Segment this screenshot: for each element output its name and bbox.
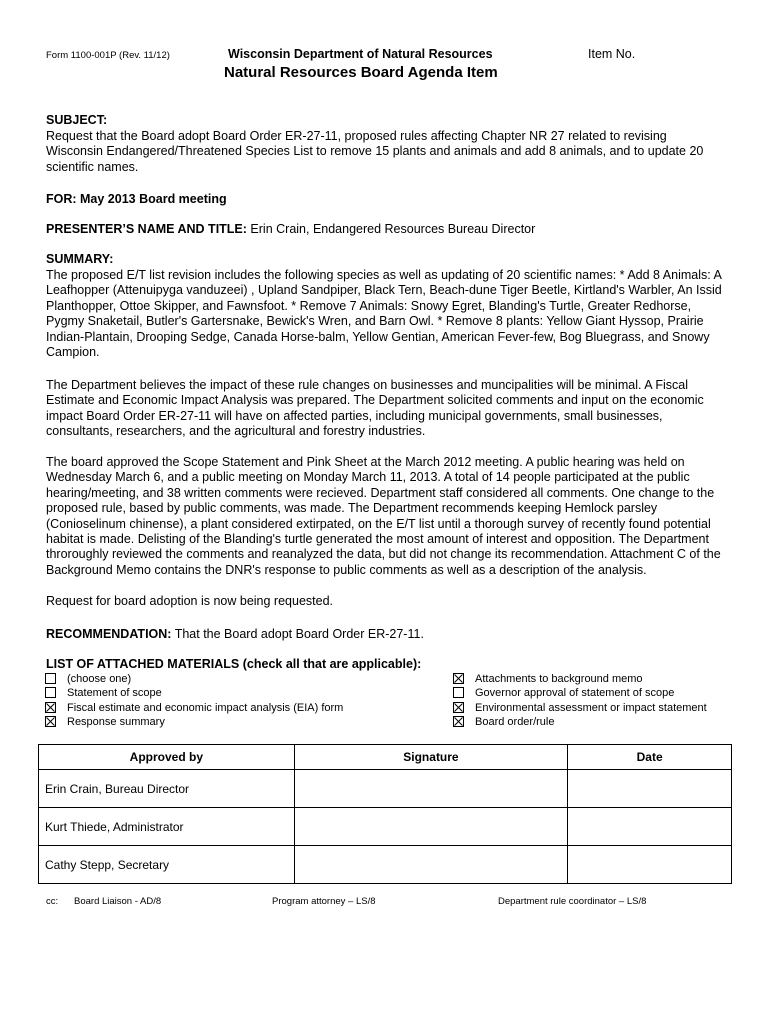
attached-materials-heading: LIST OF ATTACHED MATERIALS (check all that are applicable): (46, 657, 422, 671)
presenter (46, 222, 535, 237)
checkbox-label: Environmental assessment or impact statement (475, 701, 707, 714)
checkbox-x-icon (454, 703, 463, 712)
for-line: FOR: May 2013 Board meeting (46, 192, 227, 206)
table-row (39, 808, 732, 846)
subject-text: Request that the Board adopt Board Order ER-27-11, proposed rules affecting Chapter NR 27 related to revising Wisconsin Endangered/Threatened Species List to remove 15 plants and animals and add 8 animals, and to update 20 scientific names. (46, 129, 704, 174)
checkbox[interactable] (45, 687, 56, 698)
checkbox[interactable] (453, 687, 464, 698)
signature-header: Signature (294, 745, 568, 770)
checkbox-label: Governor approval of statement of scope (475, 687, 675, 700)
date-cell[interactable] (568, 846, 732, 884)
date-cell[interactable] (568, 770, 732, 808)
department-name: Wisconsin Department of Natural Resources (228, 47, 493, 61)
item-no-label: Item No. (588, 47, 636, 61)
form-id: Form 1100-001P (Rev. 11/12) (46, 50, 170, 61)
checkbox[interactable] (453, 673, 464, 684)
presenter-value: Erin Crain, Endangered Resources Bureau Director (250, 222, 536, 236)
page-title: Natural Resources Board Agenda Item (224, 64, 498, 81)
checkbox[interactable] (453, 702, 464, 713)
recommendation (46, 627, 424, 642)
approvals-header-row (39, 745, 732, 770)
checkbox-label: Board order/rule (475, 715, 555, 728)
checkbox-label: Response summary (67, 715, 165, 728)
summary-label: SUMMARY: (46, 252, 114, 266)
approver-name: Kurt Thiede, Administrator (39, 808, 295, 846)
summary-paragraph-3: The board approved the Scope Statement and Pink Sheet at the March 2012 meeting. A public hearing was held on Wednesday March 6, and a public meeting on Monday March 11, 2013. A total of 14 people participated at the public hearing/meeting, and 38 written comments were recieved. Department staff considered all comments. One change to the proposed rule, based by public comments, was made. The Department recommends keeping Hemlock parsley (Conioselinum chinense), a plant considered extirpated, on the E/T list until a thorough survey of recently found potential habitat is made. Delisting of the Blanding's turtle generated the most amount of interest and opposition. The Department throroughly reviewed the comments and reanalyzed the data, but did not change its recommendation. Attachment C of the Background Memo contains the DNR's response to public comments as well as a description of the analysis. (46, 455, 721, 577)
table-row (39, 770, 732, 808)
checkbox-x-icon (454, 674, 463, 683)
checkbox-label: Statement of scope (67, 687, 162, 700)
signature-cell[interactable] (294, 808, 568, 846)
signature-cell[interactable] (294, 846, 568, 884)
signature-cell[interactable] (294, 770, 568, 808)
checkbox[interactable] (45, 716, 56, 727)
checkbox-x-icon (454, 717, 463, 726)
checkbox[interactable] (45, 702, 56, 713)
approver-name: Cathy Stepp, Secretary (39, 846, 295, 884)
summary-paragraph-2: The Department believes the impact of these rule changes on businesses and muncipalities will be minimal. A Fiscal Estimate and Economic Impact Analysis was prepared. The Department solicited comments and input on the economic impact Board Order ER-27-11 will have on affected parties, including municipal governments, small businesses, consultants, researchers, and the agricultural and forestry industries. (46, 378, 704, 439)
cc-item-rule-coordinator: Department rule coordinator – LS/8 (498, 896, 647, 907)
date-header: Date (568, 745, 732, 770)
approvals-table (38, 744, 732, 884)
checkbox-label: Fiscal estimate and economic impact analysis (EIA) form (67, 701, 344, 714)
checkbox-label: Attachments to background memo (475, 673, 643, 685)
cc-item-program-attorney: Program attorney – LS/8 (272, 896, 376, 907)
presenter-label: PRESENTER’S NAME AND TITLE: (46, 222, 247, 236)
summary-paragraph-1: The proposed E/T list revision includes the following species as well as updating of 20 scientific names: * Add 8 Animals: A Leafhopper (Attenuipyga vanduzeei) , Upland Sandpiper, Black Tern, Beach-dune Tiger Beetle, Kirtland's Warbler, An Issid Planthopper, Ottoe Skipper, and Fawnsfoot. * Remove 7 Animals: Snowy Egret, Blanding's Turtle, Greater Redhorse, Pygmy Snaketail, Butler's Gartersnake, Bewick's Wren, and Barn Owl. * Remove 8 plants: Yellow Giant Hyssop, Prairie Indian-Plantain, Drooping Sedge, Canada Horse-balm, Yellow Gentian, American Fever-few, Bog Bluegrass, and Snowy Campion. (46, 268, 722, 360)
cc-item-board-liaison: Board Liaison - AD/8 (74, 896, 162, 907)
cc-label: cc: (46, 896, 59, 907)
checkbox-x-icon (46, 717, 55, 726)
checkbox-x-icon (46, 703, 55, 712)
approver-name: Erin Crain, Bureau Director (39, 770, 295, 808)
subject-label: SUBJECT: (46, 113, 108, 127)
recommendation-value: That the Board adopt Board Order ER-27-11. (174, 627, 424, 641)
checkbox[interactable] (453, 716, 464, 727)
checkbox-label: (choose one) (67, 673, 132, 685)
date-cell[interactable] (568, 808, 732, 846)
summary-paragraph-4: Request for board adoption is now being requested. (46, 594, 333, 608)
table-row (39, 846, 732, 884)
checkbox[interactable] (45, 673, 56, 684)
approved-by-header: Approved by (39, 745, 295, 770)
recommendation-label: RECOMMENDATION: (46, 627, 172, 641)
